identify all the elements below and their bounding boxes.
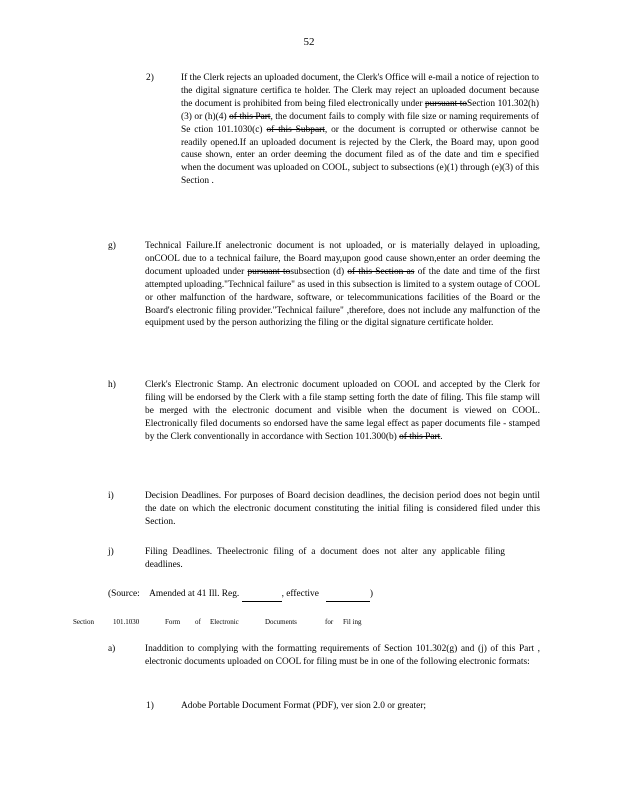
item-h-deleted-1: of this Part [399, 431, 441, 442]
item-2-paragraph [181, 72, 539, 188]
item-i-label: i) [108, 491, 114, 501]
section-title-word-5: for [325, 618, 334, 626]
source-line [108, 588, 373, 602]
section-title-word-2: of [195, 618, 201, 626]
item-h-label: h) [108, 380, 116, 390]
source-amended: Amended at 41 Ill. Reg. [149, 589, 240, 599]
item-2-deleted-3: of this Subpart [266, 124, 325, 135]
item-h-text-2: . [440, 431, 443, 442]
item-g-deleted-1: pursuant to [247, 266, 291, 277]
item-a-label: a) [108, 644, 116, 654]
page-number: 52 [303, 36, 315, 48]
item-2-deleted-1: pursuant to [424, 98, 467, 109]
section-number: 101.1030 [113, 618, 140, 626]
section-word: Section [73, 618, 94, 626]
item-2-deleted-2: of this Part [229, 111, 271, 122]
section-title-word-6: Fil ing [343, 618, 362, 626]
item-j-paragraph: Filing Deadlines. Theelectronic filing of a document does not alter any applicable filing deadlines. [145, 547, 505, 570]
source-date-blank [326, 588, 370, 602]
section-title-word-3: Electronic [210, 618, 239, 626]
source-reg-blank [242, 588, 282, 602]
item-2-text-2: Section 101.302(h)(3) or (h)(4) [181, 98, 539, 122]
item-g-paragraph [145, 240, 540, 330]
item-h-paragraph [145, 379, 540, 444]
item-g-label: g) [108, 241, 116, 251]
item-2-text-3: , the document fails to comply with file size or naming requirements of Se ction 101.1030(c) [181, 111, 539, 135]
item-a-paragraph: Inaddition to complying with the formatting requirements of Section 101.302(g) and (j) of this Part , electronic documents uploaded on COOL for filing must be in one of the following electronic formats: [145, 644, 540, 667]
source-label: (Source: [108, 589, 140, 599]
section-title-word-1: Form [165, 618, 181, 626]
item-2-label: 2) [146, 73, 154, 83]
section-title-word-4: Documents [265, 618, 297, 626]
item-g-text-2: subsection (d) [290, 266, 348, 277]
item-a1-label: 1) [146, 701, 154, 711]
source-effective: , effective [281, 589, 319, 599]
item-g-deleted-2: of this Section as [347, 266, 415, 277]
item-g-text-3: of the date and time of the first attempted uploading."Technical failure" as used in this subsection is limited to a system outage of COOL or other malfunction of the hardware, software, or telecommunications facilities of the Board or the Board's electronic filing provider."Technical failure" ,therefore, does not include any malfunction of the equipment used by the person authorizing the filing or the digital signature certificate holder. [145, 266, 540, 329]
item-i-paragraph: Decision Deadlines. For purposes of Board decision deadlines, the decision period does not begin until the date on which the electronic document constituting the initial filing is considered filed under this Section. [145, 491, 540, 527]
item-g-text-1: Technical Failure.If anelectronic document is not uploaded, or is materially delayed in uploading, onCOOL due to a technical failure, the Board may,upon good cause shown,enter an order deeming the document uploaded under [145, 241, 540, 277]
item-2-text-1: If the Clerk rejects an uploaded document, the Clerk's Office will e-mail a notice of rejection to the digital signature certifica te holder. The Clerk may reject an uploaded document because the document is prohibited from being filed electronically under [181, 73, 539, 109]
item-j-label: j) [108, 547, 114, 557]
item-2-text-4: , or the document is corrupted or otherwise cannot be readily opened.If an uploaded document is rejected by the Clerk, the Board may, upon good cause shown, enter an order deeming the document filed as of the date and tim e specified when the document was uploaded on COOL, subject to subsections (e)(1) through (e)(3) of this Section . [181, 124, 540, 187]
item-h-text-1: Clerk's Electronic Stamp. An electronic document uploaded on COOL and accepted by the Clerk for filing will be endorsed by the Clerk with a file stamp setting forth the date of filing. This file stamp will be merged with the electronic document and visible when the document is viewed on COOL. Electronically filed documents so endorsed have the same legal effect as paper documents file - stamped by the Clerk conventionally in accordance with Section 101.300(b) [145, 380, 540, 442]
item-a1-paragraph: Adobe Portable Document Format (PDF), ver sion 2.0 or greater; [181, 701, 426, 711]
source-close: ) [369, 589, 374, 599]
